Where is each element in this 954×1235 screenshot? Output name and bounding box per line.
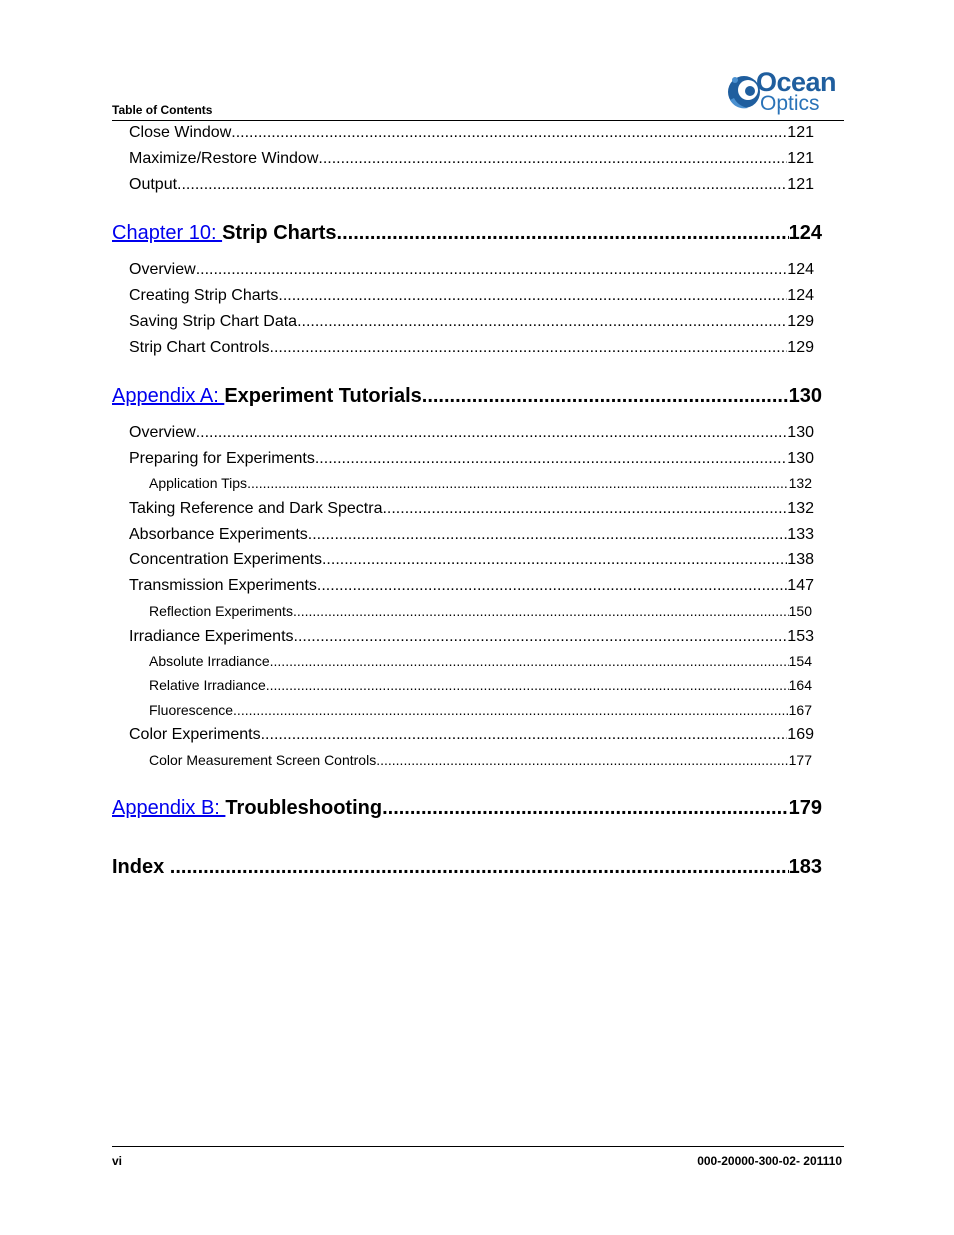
toc-entry-absorbance-experiments[interactable] [129, 526, 814, 544]
toc-entry-page: 177 [788, 752, 812, 768]
toc-entry-application-tips[interactable] [149, 475, 812, 491]
logo-text-ocean: Ocean [756, 67, 837, 97]
toc-entry-output[interactable] [129, 176, 814, 194]
toc-leader-dots [308, 526, 788, 544]
toc-entry-saving-strip-chart-data[interactable] [129, 313, 814, 331]
toc-entry-title: Creating Strip Charts [129, 287, 279, 304]
toc-entry-page: 183 [788, 856, 822, 878]
toc-entry-maximize-restore-window[interactable] [129, 150, 814, 168]
toc-chapter-title: Strip Charts [222, 222, 337, 244]
toc-leader-dots [315, 450, 787, 468]
toc-entry-title: Concentration Experiments [129, 551, 322, 568]
toc-entry-title: Overview [129, 424, 196, 441]
toc-entry-title: Absorbance Experiments [129, 526, 308, 543]
header-section-label: Table of Contents [112, 103, 213, 117]
toc-leader-dots [196, 261, 788, 279]
toc-leader-dots [322, 551, 787, 569]
toc-entry-page: 129 [787, 313, 814, 330]
toc-entry-page: 132 [788, 475, 812, 491]
toc-entry-title: Irradiance Experiments [129, 628, 294, 645]
toc-entry-page: 121 [787, 124, 814, 141]
toc-leader-dots [270, 339, 788, 357]
toc-entry-page: 147 [787, 577, 814, 594]
toc-leader-dots [294, 628, 788, 646]
toc-leader-dots [337, 222, 789, 245]
toc-leader-dots [317, 577, 787, 595]
toc-leader-dots [170, 856, 789, 879]
toc-leader-dots [293, 603, 789, 619]
toc-entry-concentration-experiments[interactable] [129, 551, 814, 569]
toc-entry-page: 130 [787, 424, 814, 441]
toc-entry-page: 154 [788, 653, 812, 669]
toc-leader-dots [231, 124, 787, 142]
footer-rule [112, 1146, 844, 1147]
toc-entry-creating-strip-charts[interactable] [129, 287, 814, 305]
toc-entry-page: 129 [787, 339, 814, 356]
toc-entry-color-experiments[interactable] [129, 726, 814, 744]
toc-chapter-10-strip-charts[interactable] [112, 222, 822, 245]
toc-entry-title: Saving Strip Chart Data [129, 313, 298, 330]
toc-leader-dots [422, 385, 789, 408]
appendix-b-link[interactable]: Appendix B: [112, 797, 226, 819]
toc-entry-title: Close Window [129, 124, 232, 141]
toc-entry-page: 133 [787, 526, 814, 543]
toc-entry-color-measurement-screen-controls[interactable] [149, 752, 812, 768]
toc-entry-title: Absolute Irradiance [149, 653, 270, 669]
chapter-10-link[interactable]: Chapter 10: [112, 222, 223, 244]
toc-entry-page: 169 [787, 726, 814, 743]
toc-leader-dots [376, 752, 788, 768]
toc-entry-title: Relative Irradiance [149, 677, 266, 693]
toc-entry-page: 124 [788, 222, 822, 244]
toc-entry-page: 121 [787, 150, 814, 167]
toc-entry-title: Taking Reference and Dark Spectra [129, 500, 383, 517]
footer-page-number: vi [112, 1154, 123, 1168]
toc-appendix-a-experiment-tutorials[interactable] [112, 385, 822, 408]
toc-leader-dots [382, 500, 787, 518]
toc-entry-title: Strip Chart Controls [129, 339, 270, 356]
toc-entry-overview[interactable] [129, 261, 814, 279]
toc-leader-dots [233, 702, 789, 718]
toc-entry-page: 132 [787, 500, 814, 517]
toc-entry-fluorescence[interactable] [149, 702, 812, 718]
toc-leader-dots [196, 424, 788, 442]
toc-entry-relative-irradiance[interactable] [149, 677, 812, 693]
toc-entry-irradiance-experiments[interactable] [129, 628, 814, 646]
toc-entry-preparing-for-experiments[interactable] [129, 450, 814, 468]
toc-entry-title: Preparing for Experiments [129, 450, 315, 467]
toc-entry-page: 167 [788, 702, 812, 718]
toc-entry-title: Transmission Experiments [129, 577, 317, 594]
toc-entry-close-window[interactable] [129, 124, 814, 142]
toc-entry-page: 153 [787, 628, 814, 645]
toc-leader-dots [261, 726, 788, 744]
toc-leader-dots [270, 653, 789, 669]
toc-chapter-title: Index [112, 856, 170, 878]
toc-entry-taking-reference-dark-spectra[interactable] [129, 500, 814, 518]
toc-entry-page: 130 [788, 385, 822, 407]
toc-leader-dots [297, 313, 787, 331]
toc-entry-page: 179 [788, 797, 822, 819]
toc-index[interactable] [112, 856, 822, 879]
toc-entry-title: Color Measurement Screen Controls [149, 752, 377, 768]
ocean-optics-logo [726, 67, 846, 116]
toc-leader-dots [382, 797, 789, 820]
toc-entry-page: 164 [788, 677, 812, 693]
toc-leader-dots [278, 287, 787, 305]
toc-entry-page: 138 [787, 551, 814, 568]
toc-entry-strip-chart-controls[interactable] [129, 339, 814, 357]
toc-entry-title: Color Experiments [129, 726, 261, 743]
toc-entry-title: Reflection Experiments [149, 603, 293, 619]
toc-entry-page: 130 [787, 450, 814, 467]
toc-entry-transmission-experiments[interactable] [129, 577, 814, 595]
header-rule [112, 120, 844, 121]
toc-leader-dots [247, 475, 789, 491]
toc-entry-page: 124 [787, 287, 814, 304]
toc-entry-title: Output [129, 176, 178, 193]
toc-entry-page: 121 [787, 176, 814, 193]
toc-chapter-title: Experiment Tutorials [224, 385, 422, 407]
toc-leader-dots [177, 176, 787, 194]
toc-entry-title: Overview [129, 261, 196, 278]
toc-entry-absolute-irradiance[interactable] [149, 653, 812, 669]
toc-entry-page: 124 [787, 261, 814, 278]
appendix-a-link[interactable]: Appendix A: [112, 385, 225, 407]
logo-text-optics: Optics [760, 92, 820, 115]
toc-chapter-title: Troubleshooting [225, 797, 383, 819]
footer-doc-number: 000-20000-300-02- 201110 [697, 1154, 842, 1168]
toc-entry-overview[interactable] [129, 424, 814, 442]
toc-entry-title: Application Tips [149, 475, 248, 491]
toc-leader-dots [318, 150, 787, 168]
toc-entry-title: Maximize/Restore Window [129, 150, 319, 167]
toc-entry-page: 150 [788, 603, 812, 619]
toc-appendix-b-troubleshooting[interactable] [112, 797, 822, 820]
toc-entry-reflection-experiments[interactable] [149, 603, 812, 619]
toc-leader-dots [266, 677, 789, 693]
toc-entry-title: Fluorescence [149, 702, 234, 718]
